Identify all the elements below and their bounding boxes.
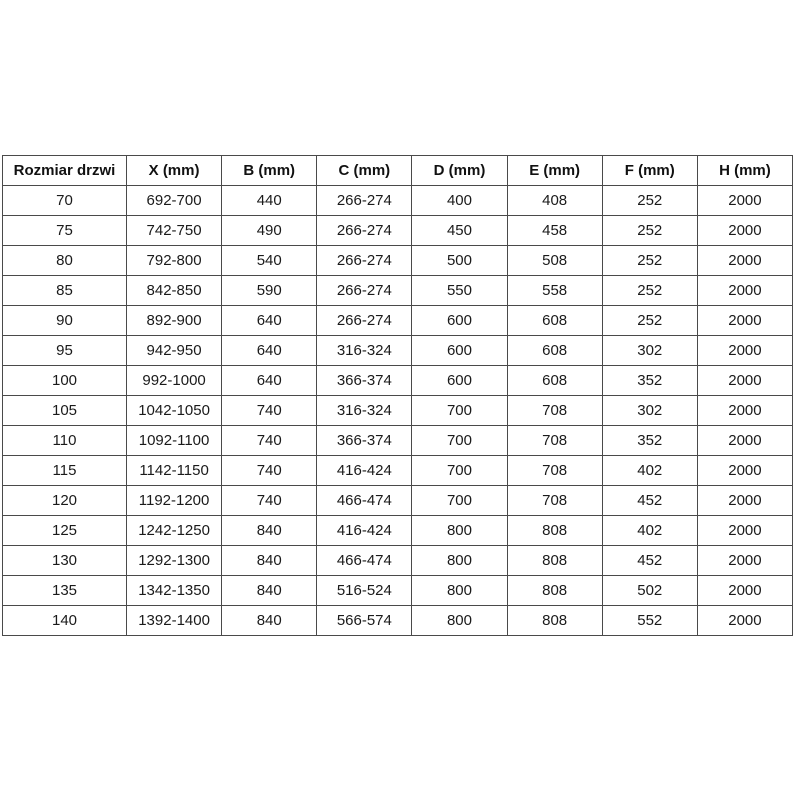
table-cell: 600 bbox=[412, 306, 507, 336]
table-row bbox=[3, 366, 793, 396]
table-cell: 2000 bbox=[697, 336, 792, 366]
table-row bbox=[3, 186, 793, 216]
table-cell: 700 bbox=[412, 426, 507, 456]
table-cell: 452 bbox=[602, 546, 697, 576]
column-header: X (mm) bbox=[127, 156, 222, 186]
table-cell: 450 bbox=[412, 216, 507, 246]
table-cell: 2000 bbox=[697, 246, 792, 276]
table-cell: 608 bbox=[507, 366, 602, 396]
table-cell: 640 bbox=[222, 336, 317, 366]
table-cell: 1342-1350 bbox=[127, 576, 222, 606]
table-cell: 516-524 bbox=[317, 576, 412, 606]
table-cell: 316-324 bbox=[317, 336, 412, 366]
table-row bbox=[3, 426, 793, 456]
table-cell: 2000 bbox=[697, 516, 792, 546]
table-cell: 1392-1400 bbox=[127, 606, 222, 636]
table-cell: 708 bbox=[507, 456, 602, 486]
table-cell: 700 bbox=[412, 396, 507, 426]
table-row bbox=[3, 336, 793, 366]
table-cell: 266-274 bbox=[317, 216, 412, 246]
table-cell: 808 bbox=[507, 606, 602, 636]
table-cell: 740 bbox=[222, 456, 317, 486]
table-row bbox=[3, 216, 793, 246]
table-cell: 252 bbox=[602, 246, 697, 276]
table-cell: 508 bbox=[507, 246, 602, 276]
table-cell: 85 bbox=[3, 276, 127, 306]
table-cell: 640 bbox=[222, 306, 317, 336]
table-cell: 800 bbox=[412, 576, 507, 606]
table-header bbox=[3, 156, 793, 186]
table-row bbox=[3, 606, 793, 636]
table-row bbox=[3, 516, 793, 546]
table-cell: 2000 bbox=[697, 546, 792, 576]
table-cell: 800 bbox=[412, 516, 507, 546]
table-cell: 500 bbox=[412, 246, 507, 276]
table-cell: 2000 bbox=[697, 606, 792, 636]
table-cell: 400 bbox=[412, 186, 507, 216]
table-cell: 266-274 bbox=[317, 186, 412, 216]
table-cell: 740 bbox=[222, 396, 317, 426]
table-cell: 1292-1300 bbox=[127, 546, 222, 576]
table-row bbox=[3, 456, 793, 486]
table-cell: 2000 bbox=[697, 486, 792, 516]
column-header: E (mm) bbox=[507, 156, 602, 186]
table-cell: 608 bbox=[507, 336, 602, 366]
table-cell: 366-374 bbox=[317, 426, 412, 456]
table-cell: 2000 bbox=[697, 396, 792, 426]
table-cell: 440 bbox=[222, 186, 317, 216]
table-row bbox=[3, 306, 793, 336]
table-cell: 452 bbox=[602, 486, 697, 516]
table-cell: 2000 bbox=[697, 426, 792, 456]
table-row bbox=[3, 246, 793, 276]
table-cell: 70 bbox=[3, 186, 127, 216]
table-cell: 130 bbox=[3, 546, 127, 576]
table-cell: 1042-1050 bbox=[127, 396, 222, 426]
table-cell: 700 bbox=[412, 486, 507, 516]
table-cell: 466-474 bbox=[317, 486, 412, 516]
table-cell: 90 bbox=[3, 306, 127, 336]
table-cell: 140 bbox=[3, 606, 127, 636]
table-cell: 466-474 bbox=[317, 546, 412, 576]
table-cell: 840 bbox=[222, 606, 317, 636]
table-cell: 302 bbox=[602, 336, 697, 366]
table-cell: 125 bbox=[3, 516, 127, 546]
table-cell: 366-374 bbox=[317, 366, 412, 396]
table-cell: 266-274 bbox=[317, 246, 412, 276]
table-cell: 402 bbox=[602, 456, 697, 486]
table-cell: 708 bbox=[507, 396, 602, 426]
table-cell: 2000 bbox=[697, 276, 792, 306]
table-cell: 792-800 bbox=[127, 246, 222, 276]
table-cell: 2000 bbox=[697, 306, 792, 336]
table-cell: 458 bbox=[507, 216, 602, 246]
table-cell: 252 bbox=[602, 186, 697, 216]
table-cell: 416-424 bbox=[317, 456, 412, 486]
table-cell: 942-950 bbox=[127, 336, 222, 366]
column-header: B (mm) bbox=[222, 156, 317, 186]
table-cell: 640 bbox=[222, 366, 317, 396]
table-cell: 490 bbox=[222, 216, 317, 246]
table-cell: 742-750 bbox=[127, 216, 222, 246]
table-cell: 558 bbox=[507, 276, 602, 306]
table-cell: 402 bbox=[602, 516, 697, 546]
table-cell: 1092-1100 bbox=[127, 426, 222, 456]
table-cell: 302 bbox=[602, 396, 697, 426]
table-row bbox=[3, 276, 793, 306]
door-size-table bbox=[2, 155, 793, 636]
table-cell: 1242-1250 bbox=[127, 516, 222, 546]
table-cell: 708 bbox=[507, 426, 602, 456]
table-cell: 2000 bbox=[697, 366, 792, 396]
table-cell: 840 bbox=[222, 516, 317, 546]
table-cell: 502 bbox=[602, 576, 697, 606]
table-cell: 842-850 bbox=[127, 276, 222, 306]
column-header: F (mm) bbox=[602, 156, 697, 186]
table-cell: 1192-1200 bbox=[127, 486, 222, 516]
table-cell: 692-700 bbox=[127, 186, 222, 216]
table-body bbox=[3, 186, 793, 636]
column-header: H (mm) bbox=[697, 156, 792, 186]
table-cell: 590 bbox=[222, 276, 317, 306]
table-cell: 110 bbox=[3, 426, 127, 456]
table-cell: 2000 bbox=[697, 216, 792, 246]
table-cell: 840 bbox=[222, 576, 317, 606]
table-cell: 2000 bbox=[697, 186, 792, 216]
table-cell: 95 bbox=[3, 336, 127, 366]
table-cell: 408 bbox=[507, 186, 602, 216]
table-cell: 252 bbox=[602, 276, 697, 306]
table-cell: 808 bbox=[507, 546, 602, 576]
column-header: Rozmiar drzwi bbox=[3, 156, 127, 186]
table-cell: 808 bbox=[507, 576, 602, 606]
table-cell: 266-274 bbox=[317, 306, 412, 336]
table-cell: 600 bbox=[412, 336, 507, 366]
table-cell: 416-424 bbox=[317, 516, 412, 546]
table-cell: 352 bbox=[602, 366, 697, 396]
table-cell: 75 bbox=[3, 216, 127, 246]
table-cell: 115 bbox=[3, 456, 127, 486]
table-cell: 740 bbox=[222, 486, 317, 516]
table-cell: 252 bbox=[602, 306, 697, 336]
table-cell: 105 bbox=[3, 396, 127, 426]
table-cell: 2000 bbox=[697, 456, 792, 486]
table-row bbox=[3, 396, 793, 426]
table-row bbox=[3, 486, 793, 516]
table-cell: 316-324 bbox=[317, 396, 412, 426]
table-cell: 80 bbox=[3, 246, 127, 276]
table-cell: 566-574 bbox=[317, 606, 412, 636]
table-cell: 540 bbox=[222, 246, 317, 276]
table-cell: 808 bbox=[507, 516, 602, 546]
table-cell: 552 bbox=[602, 606, 697, 636]
table-cell: 100 bbox=[3, 366, 127, 396]
table-cell: 1142-1150 bbox=[127, 456, 222, 486]
table-cell: 2000 bbox=[697, 576, 792, 606]
table-row bbox=[3, 546, 793, 576]
table-cell: 600 bbox=[412, 366, 507, 396]
table-cell: 708 bbox=[507, 486, 602, 516]
table-cell: 892-900 bbox=[127, 306, 222, 336]
table-cell: 120 bbox=[3, 486, 127, 516]
table-row bbox=[3, 576, 793, 606]
table-cell: 840 bbox=[222, 546, 317, 576]
table-cell: 550 bbox=[412, 276, 507, 306]
table-cell: 800 bbox=[412, 606, 507, 636]
table-cell: 700 bbox=[412, 456, 507, 486]
table-cell: 352 bbox=[602, 426, 697, 456]
column-header: D (mm) bbox=[412, 156, 507, 186]
column-header: C (mm) bbox=[317, 156, 412, 186]
table-cell: 252 bbox=[602, 216, 697, 246]
table-cell: 266-274 bbox=[317, 276, 412, 306]
table-cell: 800 bbox=[412, 546, 507, 576]
table-cell: 608 bbox=[507, 306, 602, 336]
table-cell: 992-1000 bbox=[127, 366, 222, 396]
table-cell: 740 bbox=[222, 426, 317, 456]
header-row bbox=[3, 156, 793, 186]
table-cell: 135 bbox=[3, 576, 127, 606]
